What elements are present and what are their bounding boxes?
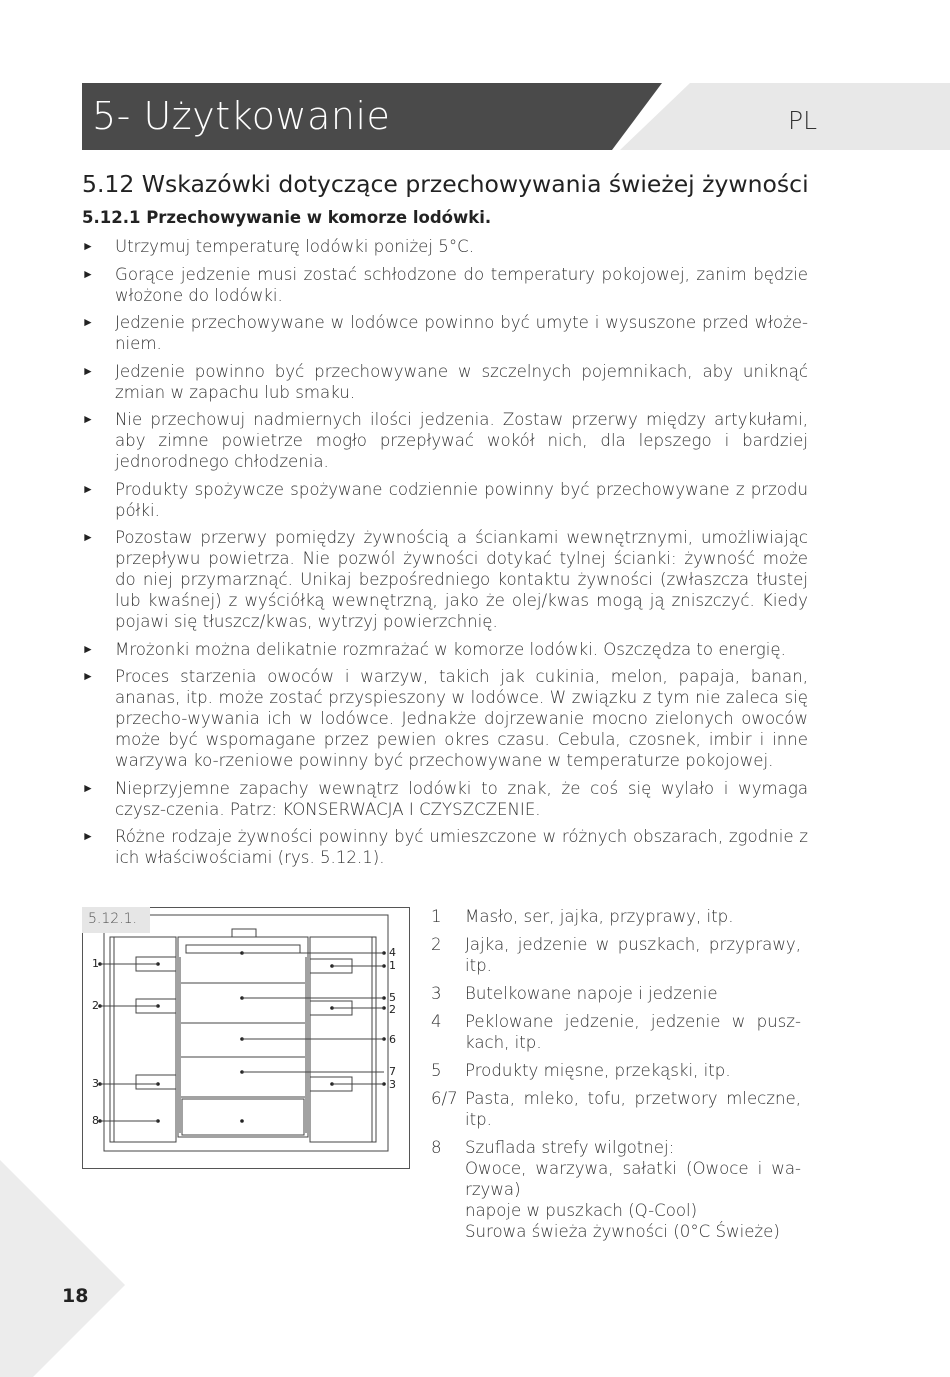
subsection-title: 5.12.1 Przechowywanie w komorze lodówki. — [82, 208, 492, 227]
list-item: ► Mrożonki można delikatnie rozmrażać w komorze lodówki. Oszczędza to energię. — [82, 639, 786, 659]
list-item: ► Produkty spożywcze spożywane codziennie powinny być przechowywane z przodu półki. — [82, 479, 808, 520]
bullet-arrow-icon: ► — [82, 363, 94, 378]
chapter-title: 5- Użytkowanie — [92, 94, 391, 138]
list-item: ► Nie przechowuj nadmiernych ilości jedzenia. Zostaw przerwy między artykułami, aby zimne powietrze mogło przepływać wokół nich, dla lepszego i bardziej jednorodnego chłodzenia. — [82, 410, 808, 471]
list-item: ► Jedzenie przechowywane w lodówce powinno być umyte i wysuszone przed włoże-niem. — [82, 313, 808, 353]
bullet-arrow-icon: ► — [82, 780, 94, 795]
list-item: ► Gorące jedzenie musi zostać schłodzone do temperatury pokojowej, zanim będzie włożone do lodówki. — [82, 264, 808, 305]
bullet-arrow-icon: ► — [82, 315, 94, 329]
figure-label: 5.12.1. — [88, 911, 137, 927]
section-title: 5.12 Wskazówki dotyczące przechowywania świeżej żywności — [82, 170, 809, 198]
list-item: ► Jedzenie powinno być przechowywane w szczelnych pojemnikach, aby uniknąć zmian w zapachu lub smaku. — [82, 361, 808, 402]
callout-left-8: 8 — [92, 1114, 99, 1127]
bullet-arrow-icon: ► — [82, 669, 94, 683]
tips-list — [82, 236, 808, 875]
legend-item: 5 Produkty mięsne, przekąski, itp. — [431, 1061, 731, 1080]
legend-item: 8 Szuflada strefy wilgotnej: Owoce, warzywa, sałatki (Owoce i wa-rzywa) napoje w puszkach (Q-Cool) Surowa świeża żywności (0°C Świeże) — [431, 1138, 801, 1241]
bullet-arrow-icon: ► — [82, 239, 94, 253]
figure-legend — [431, 906, 801, 1249]
legend-item: 3 Butelkowane napoje i jedzenie — [431, 984, 718, 1003]
legend-item: 6/7 Pasta, mleko, tofu, przetwory mleczne, itp. — [431, 1089, 801, 1129]
header-grey-band — [620, 83, 950, 150]
bullet-arrow-icon: ► — [82, 641, 94, 656]
callout-right-6: 6 — [389, 1033, 396, 1046]
callout-left-2: 2 — [92, 999, 99, 1012]
callout-left-3: 3 — [92, 1077, 99, 1090]
bullet-arrow-icon: ► — [82, 412, 94, 426]
callout-right-4: 4 — [389, 946, 396, 959]
bullet-arrow-icon: ► — [82, 266, 94, 281]
callout-right-2: 2 — [389, 1003, 396, 1016]
callout-right-7: 7 — [389, 1065, 396, 1078]
legend-item: 4 Peklowane jedzenie, jedzenie w pusz-kach, itp. — [431, 1012, 801, 1052]
corner-decoration — [0, 1160, 125, 1377]
callout-right-5: 5 — [389, 991, 396, 1004]
bullet-arrow-icon: ► — [82, 481, 94, 496]
page-number: 18 — [62, 1285, 89, 1307]
list-item: ► Nieprzyjemne zapachy wewnątrz lodówki to znak, że coś się wylało i wymaga czysz-czenia. Patrz: KONSERWACJA I CZYSZCZENIE. — [82, 778, 808, 819]
callout-right-1: 1 — [389, 959, 396, 972]
language-code: PL — [788, 106, 818, 135]
callout-right-3: 3 — [389, 1078, 396, 1091]
fridge-diagram — [82, 907, 410, 1169]
legend-item: 1 Masło, ser, jajka, przyprawy, itp. — [431, 907, 734, 926]
bullet-arrow-icon: ► — [82, 829, 94, 843]
callout-left-1: 1 — [92, 957, 99, 970]
bullet-arrow-icon: ► — [82, 530, 94, 544]
list-item: ► Pozostaw przerwy pomiędzy żywnością a ściankami wewnętrznymi, umożliwiając przepływu powietrza. Nie pozwól żywności dotykać tylnej ścianki: żywność może do niej przymarznąć. Unikaj bezpośredniego kontaktu żywności (zwłaszcza tłustej lub kwaśnej) z wyściółką wewnętrzną, jako że olej/kwas mogą ją zniszczyć. Kiedy pojawi się tłuszcz/kwas, wytrzyj powierzchnię. — [82, 528, 808, 631]
legend-item: 2 Jajka, jedzenie w puszkach, przyprawy, itp. — [431, 935, 801, 975]
list-item: ► Proces starzenia owoców i warzyw, takich jak cukinia, melon, papaja, banan, ananas, itp. może zostać przyspieszony w lodówce. W związku z tym nie zaleca się przecho-wywania ich w lodówce. Jednakże dojrzewanie mocno zielonych owoców może być wspomagane przez pewien okres czasu. Cebula, czosnek, imbir i inne warzywa ko-rzeniowe powinny być przechowywane w temperaturze pokojowej. — [82, 667, 808, 770]
list-item: ► Utrzymuj temperaturę lodówki poniżej 5°C. — [82, 237, 474, 256]
list-item: ► Różne rodzaje żywności powinny być umieszczone w różnych obszarach, zgodnie z ich właściwościami (rys. 5.12.1). — [82, 827, 808, 867]
